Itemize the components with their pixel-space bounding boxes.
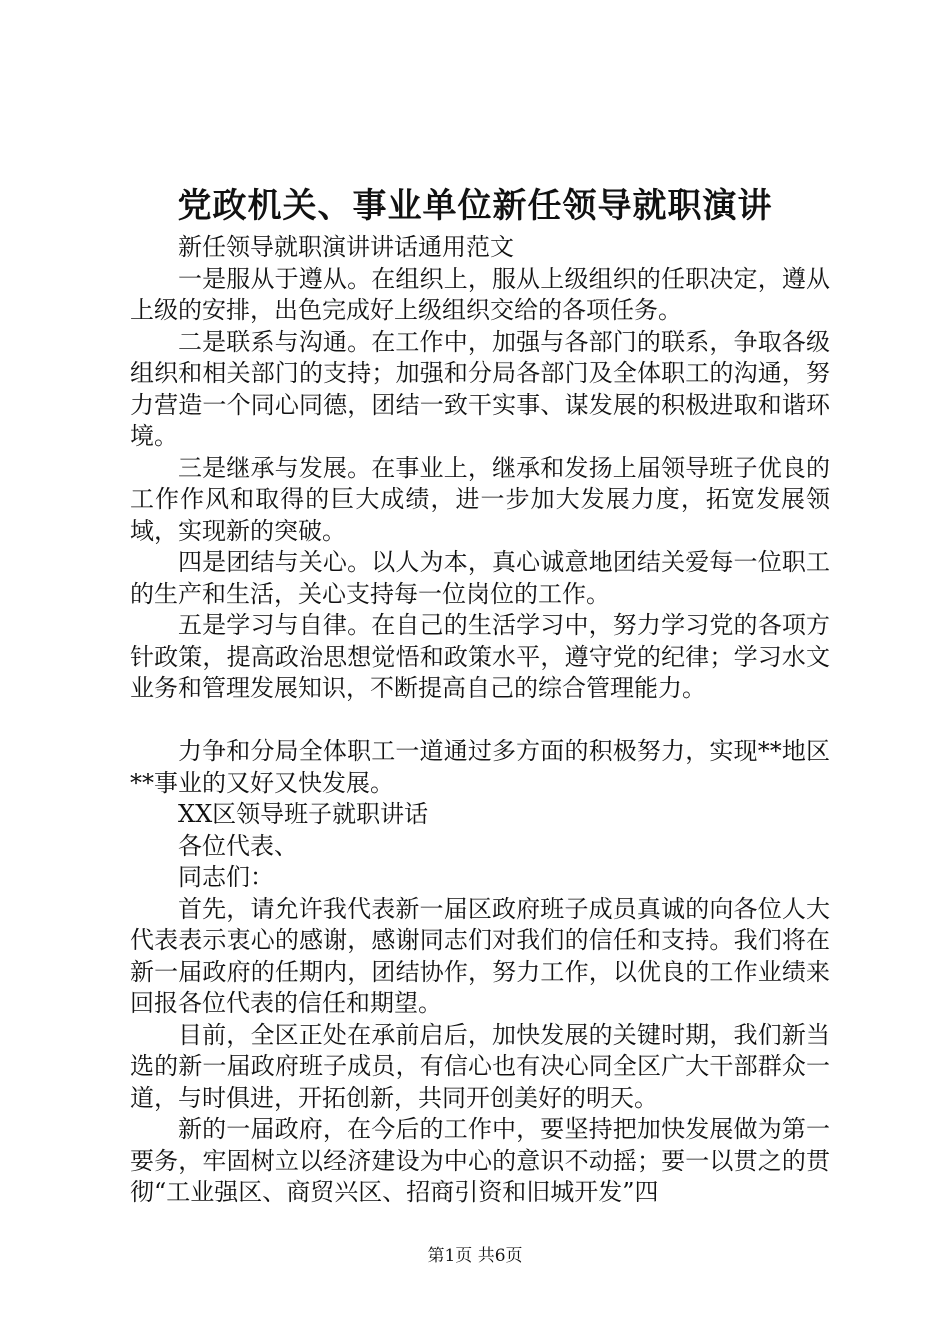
paragraph-obey: 一是服从于遵从。在组织上，服从上级组织的任职决定，遵从上级的安排，出色完成好上级组织交给的各项任务。: [130, 264, 830, 324]
document-body: [130, 232, 830, 1209]
subtitle-paragraph: 新任领导就职演讲讲话通用范文: [178, 233, 514, 261]
paragraph-new-government: 新的一届政府，在今后的工作中，要坚持把加快发展做为第一要务，牢固树立以经济建设为中心的意识不动摇；要一以贯之的贯彻“工业强区、商贸兴区、招商引资和旧城开发”四: [130, 1115, 830, 1206]
document-title: 党政机关、事业单位新任领导就职演讲: [177, 186, 773, 226]
paragraph-current-period: 目前，全区正处在承前启后，加快发展的关键时期，我们新当选的新一届政府班子成员，有信心也有决心同全区广大干部群众一道，与时俱进，开拓创新，共同开创美好的明天。: [130, 1020, 830, 1112]
paragraph-strive: 力争和分局全体职工一道通过多方面的积极努力，实现**地区**事业的又好又快发展。: [130, 737, 830, 797]
speech-heading: XX区领导班子就职讲话: [178, 800, 429, 828]
page-number: 第1页 共6页: [427, 1246, 523, 1266]
paragraph-unity: 四是团结与关心。以人为本，真心诚意地团结关爱每一位职工的生产和生活，关心支持每一位岗位的工作。: [130, 548, 830, 608]
paragraph-study: 五是学习与自律。在自己的生活学习中，努力学习党的各项方针政策，提高政治思想觉悟和政策水平，遵守党的纪律；学习水文业务和管理发展知识，不断提高自己的综合管理能力。: [130, 611, 830, 702]
salutation-comrades: 同志们：: [178, 863, 274, 891]
paragraph-inherit: 三是继承与发展。在事业上，继承和发扬上届领导班子优良的工作作风和取得的巨大成绩，进一步加大发展力度，拓宽发展领域，实现新的突破。: [130, 453, 830, 545]
salutation-representatives: 各位代表、: [178, 831, 298, 860]
paragraph-communication: 二是联系与沟通。在工作中，加强与各部门的联系，争取各级组织和相关部门的支持；加强和分局各部门及全体职工的沟通，努力营造一个同心同德，团结一致干实事、谋发展的积极进取和谐环境。: [130, 327, 830, 450]
paragraph-thanks: 首先，请允许我代表新一届区政府班子成员真诚的向各位人大代表表示衷心的感谢，感谢同志们对我们的信任和支持。我们将在新一届政府的任期内，团结协作，努力工作，以优良的工作业绩来回报各位代表的信任和期望。: [130, 894, 830, 1017]
